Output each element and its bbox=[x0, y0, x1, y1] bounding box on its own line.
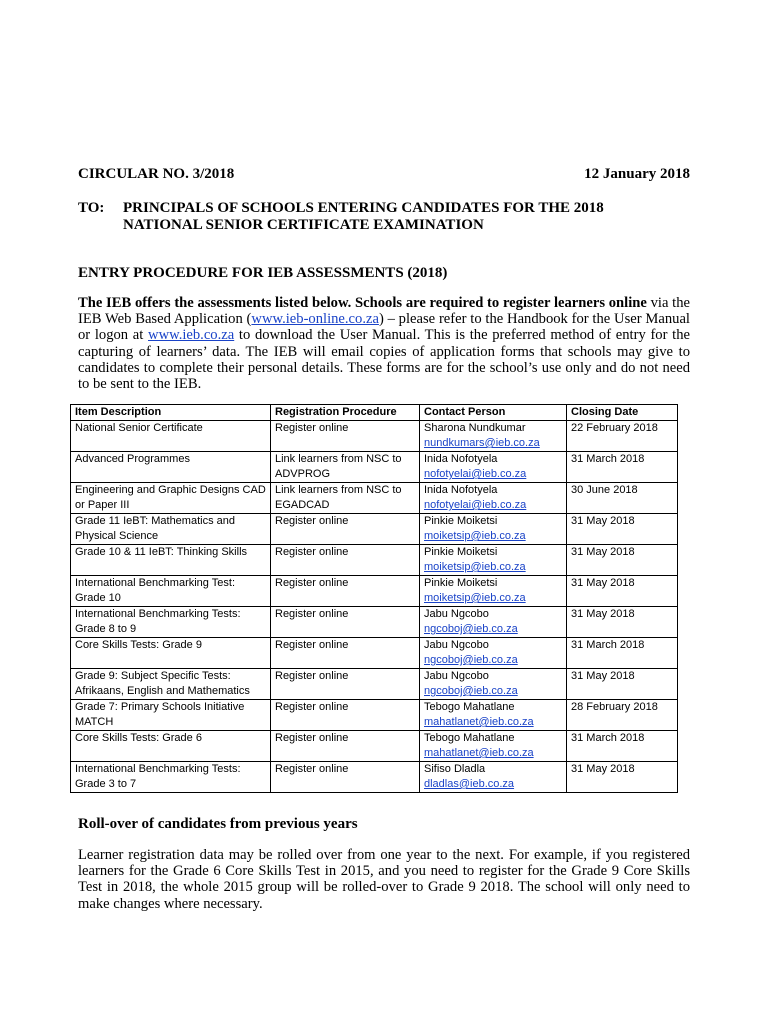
contact-email-link[interactable]: moiketsip@ieb.co.za bbox=[424, 530, 526, 542]
contact-name: Inida Nofotyela bbox=[424, 453, 498, 465]
contact-name: Pinkie Moiketsi bbox=[424, 515, 498, 527]
table-row bbox=[71, 700, 678, 731]
closing-date: 31 March 2018 bbox=[567, 638, 678, 669]
contact-name: Jabu Ngcobo bbox=[424, 639, 489, 651]
contact-cell bbox=[420, 731, 567, 762]
contact-email-link[interactable]: mahatlanet@ieb.co.za bbox=[424, 747, 534, 759]
to-label: TO: bbox=[78, 200, 105, 216]
item-description: Grade 10 & 11 IeBT: Thinking Skills bbox=[71, 545, 271, 576]
contact-email-link[interactable]: moiketsip@ieb.co.za bbox=[424, 592, 526, 604]
intro-paragraph bbox=[78, 295, 690, 392]
table-row bbox=[71, 421, 678, 452]
addressee-block bbox=[78, 200, 690, 234]
closing-date: 31 March 2018 bbox=[567, 452, 678, 483]
registration-procedure: Register online bbox=[271, 638, 420, 669]
item-description: International Benchmarking Tests: Grade 8 to 9 bbox=[71, 607, 271, 638]
contact-cell bbox=[420, 576, 567, 607]
table-row bbox=[71, 607, 678, 638]
entry-procedure-heading: ENTRY PROCEDURE FOR IEB ASSESSMENTS (2018) bbox=[78, 265, 448, 281]
registration-procedure: Register online bbox=[271, 545, 420, 576]
table-row bbox=[71, 731, 678, 762]
contact-email-link[interactable]: moiketsip@ieb.co.za bbox=[424, 561, 526, 573]
intro-text-3: to download the User Manual. This is the preferred method of entry for the capturing of learners’ data. The IEB will email copies of application forms that schools may give to candidates to complete their personal details. These forms are for the school’s use only and do not need to be sent to the IEB. bbox=[78, 327, 690, 393]
contact-cell bbox=[420, 669, 567, 700]
table-row bbox=[71, 638, 678, 669]
contact-cell bbox=[420, 638, 567, 669]
registration-procedure: Link learners from NSC to EGADCAD bbox=[271, 483, 420, 514]
table-row bbox=[71, 762, 678, 793]
contact-name: Tebogo Mahatlane bbox=[424, 732, 515, 744]
registration-procedure: Register online bbox=[271, 514, 420, 545]
registration-procedure: Register online bbox=[271, 576, 420, 607]
contact-email-link[interactable]: nofotyelai@ieb.co.za bbox=[424, 468, 527, 480]
registration-procedure: Register online bbox=[271, 762, 420, 793]
contact-cell bbox=[420, 607, 567, 638]
contact-email-link[interactable]: dladlas@ieb.co.za bbox=[424, 778, 515, 790]
registration-procedure: Register online bbox=[271, 669, 420, 700]
contact-cell bbox=[420, 421, 567, 452]
contact-email-link[interactable]: ngcoboj@ieb.co.za bbox=[424, 623, 518, 635]
intro-text-2: ) – please refer to the Handbook for the User Manual or logon at bbox=[78, 311, 690, 344]
item-description: Core Skills Tests: Grade 9 bbox=[71, 638, 271, 669]
item-description: Grade 7: Primary Schools Initiative MATCH bbox=[71, 700, 271, 731]
item-description: Core Skills Tests: Grade 6 bbox=[71, 731, 271, 762]
item-description: National Senior Certificate bbox=[71, 421, 271, 452]
contact-name: Jabu Ngcobo bbox=[424, 670, 489, 682]
closing-date: 31 May 2018 bbox=[567, 669, 678, 700]
item-description: Advanced Programmes bbox=[71, 452, 271, 483]
table-row bbox=[71, 483, 678, 514]
addressee-line-2: NATIONAL SENIOR CERTIFICATE EXAMINATION bbox=[123, 217, 484, 233]
intro-bold-text: The IEB offers the assessments listed below. Schools are required to register learners online bbox=[78, 295, 647, 311]
contact-name: Sifiso Dladla bbox=[424, 763, 486, 775]
contact-name: Pinkie Moiketsi bbox=[424, 577, 498, 589]
table-row bbox=[71, 514, 678, 545]
header-item-description: Item Description bbox=[71, 405, 271, 421]
contact-name: Sharona Nundkumar bbox=[424, 422, 526, 434]
contact-cell bbox=[420, 483, 567, 514]
header-closing-date: Closing Date bbox=[567, 405, 678, 421]
registration-procedure: Register online bbox=[271, 421, 420, 452]
closing-date: 31 May 2018 bbox=[567, 514, 678, 545]
contact-email-link[interactable]: nofotyelai@ieb.co.za bbox=[424, 499, 527, 511]
contact-email-link[interactable]: nundkumars@ieb.co.za bbox=[424, 437, 540, 449]
item-description: Grade 11 IeBT: Mathematics and Physical Science bbox=[71, 514, 271, 545]
closing-date: 31 May 2018 bbox=[567, 762, 678, 793]
table-row bbox=[71, 576, 678, 607]
contact-cell bbox=[420, 700, 567, 731]
header-registration-procedure: Registration Procedure bbox=[271, 405, 420, 421]
addressee-text bbox=[123, 200, 604, 234]
contact-name: Pinkie Moiketsi bbox=[424, 546, 498, 558]
closing-date: 30 June 2018 bbox=[567, 483, 678, 514]
contact-name: Tebogo Mahatlane bbox=[424, 701, 515, 713]
table-header-row bbox=[71, 405, 678, 421]
contact-name: Jabu Ngcobo bbox=[424, 608, 489, 620]
registration-procedure: Link learners from NSC to ADVPROG bbox=[271, 452, 420, 483]
header-contact-person: Contact Person bbox=[420, 405, 567, 421]
closing-date: 31 March 2018 bbox=[567, 731, 678, 762]
closing-date: 31 May 2018 bbox=[567, 576, 678, 607]
addressee-line-1: PRINCIPALS OF SCHOOLS ENTERING CANDIDATES FOR THE 2018 bbox=[123, 200, 604, 216]
contact-email-link[interactable]: ngcoboj@ieb.co.za bbox=[424, 654, 518, 666]
item-description: International Benchmarking Test: Grade 10 bbox=[71, 576, 271, 607]
contact-cell bbox=[420, 762, 567, 793]
contact-email-link[interactable]: mahatlanet@ieb.co.za bbox=[424, 716, 534, 728]
circular-date: 12 January 2018 bbox=[584, 166, 690, 182]
contact-name: Inida Nofotyela bbox=[424, 484, 498, 496]
ieb-online-link[interactable]: www.ieb-online.co.za bbox=[251, 311, 379, 328]
closing-date: 28 February 2018 bbox=[567, 700, 678, 731]
contact-cell bbox=[420, 545, 567, 576]
table-row bbox=[71, 669, 678, 700]
rollover-heading: Roll-over of candidates from previous years bbox=[78, 816, 358, 832]
contact-cell bbox=[420, 514, 567, 545]
item-description: International Benchmarking Tests: Grade 3 to 7 bbox=[71, 762, 271, 793]
item-description: Grade 9: Subject Specific Tests: Afrikaans, English and Mathematics bbox=[71, 669, 271, 700]
circular-header bbox=[78, 166, 690, 183]
closing-date: 31 May 2018 bbox=[567, 545, 678, 576]
intro-text-1: via the IEB Web Based Application ( bbox=[78, 295, 690, 328]
item-description: Engineering and Graphic Designs CAD or Paper III bbox=[71, 483, 271, 514]
table-row bbox=[71, 452, 678, 483]
registration-procedure: Register online bbox=[271, 607, 420, 638]
contact-email-link[interactable]: ngcoboj@ieb.co.za bbox=[424, 685, 518, 697]
circular-number: CIRCULAR NO. 3/2018 bbox=[78, 166, 235, 182]
registration-procedure: Register online bbox=[271, 731, 420, 762]
table-row bbox=[71, 545, 678, 576]
closing-date: 22 February 2018 bbox=[567, 421, 678, 452]
rollover-paragraph: Learner registration data may be rolled over from one year to the next. For example, if you registered learners for the Grade 6 Core Skills Test in 2015, and you need to register for the Grade 9 Core Skills Test in 2018, the whole 2015 group will be rolled-over to Grade 9 2018. The school will only need to make changes where necessary. bbox=[78, 847, 690, 912]
ieb-website-link[interactable]: www.ieb.co.za bbox=[148, 327, 235, 344]
assessments-table bbox=[70, 404, 678, 793]
registration-procedure: Register online bbox=[271, 700, 420, 731]
closing-date: 31 May 2018 bbox=[567, 607, 678, 638]
contact-cell bbox=[420, 452, 567, 483]
